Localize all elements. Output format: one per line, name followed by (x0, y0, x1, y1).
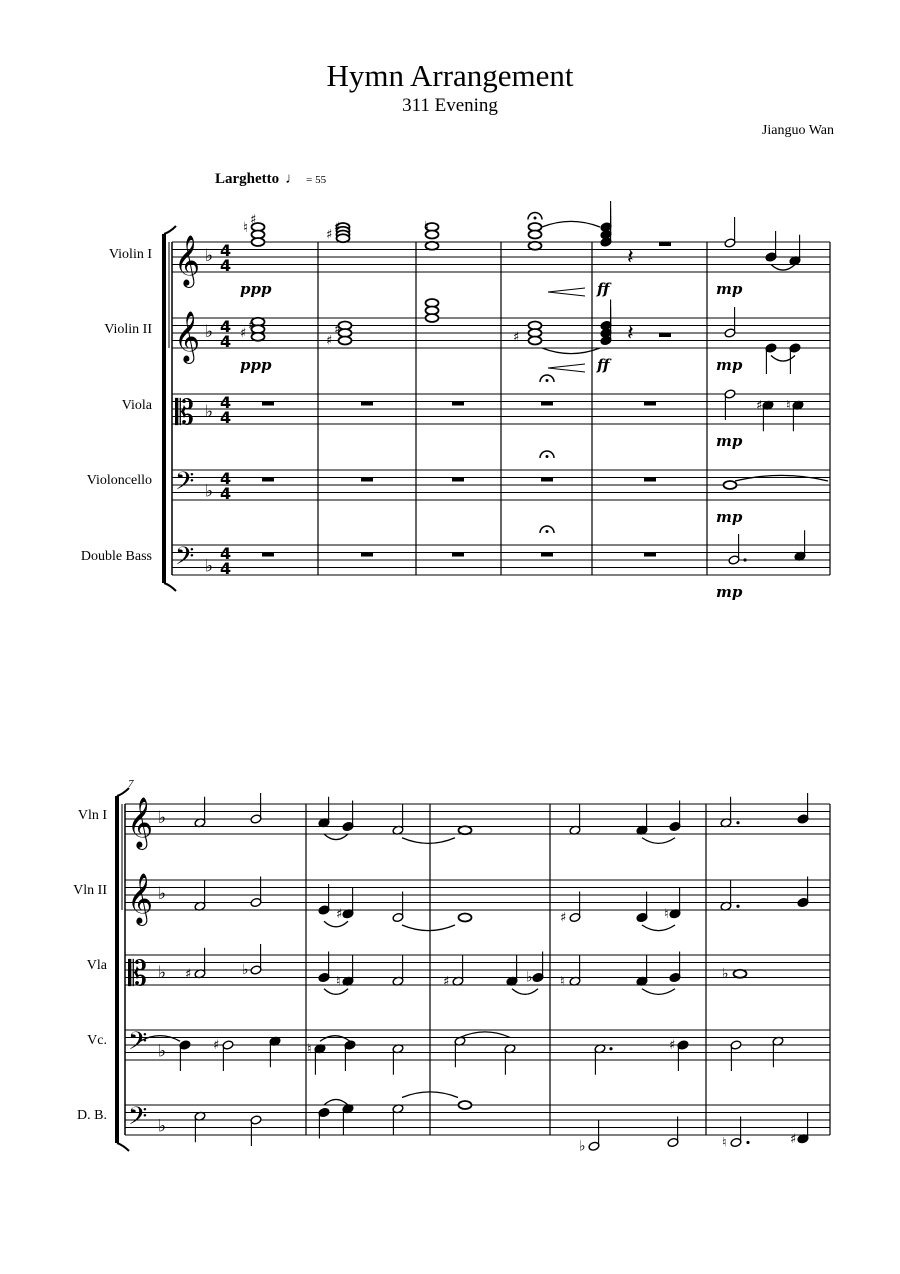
crescendo-hairpin (548, 288, 585, 296)
whole-note (426, 314, 439, 322)
instrument-name-bass: D. B. (77, 1108, 107, 1123)
whole-rest (452, 553, 464, 557)
dynamic-marking: mp (716, 280, 743, 298)
tie-slur (642, 989, 675, 995)
dynamic-marking: ppp (240, 280, 272, 298)
flat-icon: ♭ (158, 962, 167, 983)
tie-slur (460, 1032, 510, 1038)
dynamic-marking: ff (597, 280, 610, 298)
flat-icon: ♭ (205, 556, 214, 577)
system-bracket-hook (117, 1143, 129, 1151)
tie-slur (771, 356, 795, 362)
whole-rest (644, 553, 656, 557)
fermata-dot (546, 379, 549, 382)
augmentation-dot (736, 821, 739, 824)
dynamic-marking: mp (716, 508, 743, 526)
dynamic-marking: ppp (240, 356, 272, 374)
flat-icon: ♭ (158, 884, 167, 904)
measure-number: 7 (128, 778, 134, 790)
tie-slur (735, 475, 828, 481)
time-signature: 4 (220, 559, 232, 578)
whole-note (252, 333, 265, 341)
whole-rest (541, 553, 553, 557)
whole-note (529, 242, 542, 250)
natural-icon: ♮ (243, 220, 249, 236)
whole-note (337, 234, 350, 242)
time-signature: 4 (220, 408, 232, 427)
sharp-icon: ♯ (334, 220, 341, 235)
time-signature: 4 (220, 393, 232, 412)
whole-rest (452, 402, 464, 406)
time-signature: 4 (220, 256, 232, 275)
flat-icon: ♭ (579, 1138, 586, 1155)
whole-rest (262, 402, 274, 406)
quarter-rest: 𝄽 (627, 245, 634, 270)
time-signature: 4 (220, 317, 232, 336)
sharp-icon: ♯ (250, 212, 257, 228)
flat-icon: ♭ (205, 246, 214, 266)
instrument-name-violin2: Vln II (73, 883, 107, 898)
whole-rest (262, 553, 274, 557)
tie-slur (542, 221, 600, 227)
whole-rest (541, 402, 553, 406)
whole-note (459, 1101, 472, 1109)
score-title: Hymn Arrangement (326, 58, 574, 93)
tie-slur (320, 1036, 350, 1042)
whole-rest (361, 402, 373, 406)
fermata-dot (546, 455, 549, 458)
bass-clef-icon: 𝄢 (175, 542, 195, 577)
natural-icon: ♮ (722, 1135, 727, 1151)
sharp-icon: ♯ (334, 322, 341, 338)
time-signature: 4 (220, 241, 232, 260)
tie-slur (642, 925, 675, 931)
time-signature: 4 (220, 484, 232, 503)
bass-clef-icon: 𝄢 (128, 1027, 148, 1062)
natural-icon: ♮ (336, 974, 341, 990)
sharp-icon: ♯ (560, 910, 567, 926)
system-bracket-hook (164, 226, 176, 234)
whole-note (724, 481, 737, 489)
time-signature: 4 (220, 544, 232, 563)
sharp-icon: ♯ (326, 333, 333, 349)
instrument-name-violin1: Violin I (108, 247, 152, 262)
whole-note (734, 970, 747, 978)
dynamic-marking: ff (597, 356, 610, 374)
fermata-dot (534, 217, 537, 220)
flat-icon: ♭ (205, 481, 214, 502)
tie-slur (402, 925, 455, 931)
natural-icon: ♮ (424, 219, 430, 235)
alto-clef-icon: 𝄡 (128, 954, 147, 994)
instrument-name-viola: Vla (86, 958, 107, 973)
alto-clef-icon: 𝄡 (175, 393, 194, 433)
augmentation-dot (736, 905, 739, 908)
system-bracket-hook (117, 788, 129, 796)
sharp-icon: ♯ (443, 974, 450, 990)
whole-note (459, 914, 472, 922)
whole-rest (361, 478, 373, 482)
system-bracket-hook (164, 583, 176, 591)
tie-slur (324, 921, 348, 927)
flat-icon: ♭ (158, 808, 167, 828)
sharp-icon: ♯ (185, 966, 192, 982)
whole-rest (452, 478, 464, 482)
tie-slur (512, 989, 538, 995)
sharp-icon: ♯ (756, 398, 763, 414)
sharp-icon: ♯ (248, 318, 255, 334)
sharp-icon: ♯ (213, 1038, 220, 1053)
dynamic-marking: mp (716, 432, 743, 450)
fermata-dot (546, 530, 549, 533)
time-signature: 4 (220, 469, 232, 488)
composer-name: Jianguo Wan (761, 123, 834, 138)
crescendo-hairpin (548, 364, 585, 372)
tempo-text: Larghetto (215, 171, 280, 187)
whole-rest (361, 553, 373, 557)
whole-note (529, 231, 542, 239)
tie-slur (771, 265, 795, 271)
sharp-icon: ♯ (240, 326, 247, 341)
whole-note (339, 337, 352, 345)
whole-note (252, 238, 265, 246)
flat-icon: ♭ (205, 322, 214, 342)
natural-icon: ♮ (786, 398, 791, 414)
augmentation-dot (746, 1141, 749, 1144)
treble-clef-icon: 𝄞 (127, 873, 154, 924)
whole-rest (659, 242, 671, 246)
sharp-icon: ♯ (790, 1131, 797, 1147)
sharp-icon: ♯ (336, 906, 343, 922)
flat-icon: ♭ (242, 962, 249, 978)
treble-clef-icon: 𝄞 (174, 311, 201, 362)
instrument-name-viola: Viola (121, 398, 152, 413)
sharp-icon: ♯ (669, 1038, 676, 1053)
tie-slur (402, 838, 455, 844)
flat-icon: ♭ (526, 969, 533, 986)
tie-slur (542, 348, 600, 354)
whole-note (529, 337, 542, 345)
dynamic-marking: mp (716, 583, 743, 601)
flat-icon: ♭ (205, 401, 214, 422)
instrument-name-cello: Violoncello (86, 473, 152, 488)
natural-icon: ♮ (560, 974, 565, 990)
natural-icon: ♮ (664, 906, 669, 922)
tie-slur (324, 989, 348, 995)
whole-note (426, 242, 439, 250)
quarter-note-icon: ♩ (285, 171, 301, 187)
flat-icon: ♭ (722, 965, 729, 982)
sharp-icon: ♯ (513, 329, 520, 345)
augmentation-dot (609, 1047, 612, 1050)
whole-rest (262, 478, 274, 482)
instrument-name-violin1: Vln I (77, 808, 107, 823)
instrument-name-cello: Vc. (87, 1033, 107, 1048)
treble-clef-icon: 𝄞 (174, 235, 201, 286)
treble-clef-icon: 𝄞 (127, 797, 154, 848)
flat-icon: ♭ (158, 1116, 167, 1137)
whole-rest (659, 333, 671, 337)
whole-note (459, 826, 472, 834)
tie-slur (642, 838, 675, 844)
score-subtitle: 311 Evening (402, 95, 498, 116)
whole-rest (541, 478, 553, 482)
quarter-rest: 𝄽 (627, 321, 634, 346)
instrument-name-bass: Double Bass (80, 549, 152, 564)
dynamic-marking: mp (716, 356, 743, 374)
bass-clef-icon: 𝄢 (128, 1102, 148, 1137)
natural-icon: ♮ (307, 1041, 312, 1057)
augmentation-dot (743, 558, 746, 561)
metronome-value: = 55 (306, 174, 327, 186)
tie-slur (324, 1099, 348, 1105)
flat-icon: ♭ (158, 1041, 167, 1062)
whole-rest (644, 478, 656, 482)
sharp-icon: ♯ (326, 227, 333, 243)
bass-clef-icon: 𝄢 (175, 467, 195, 502)
whole-rest (644, 402, 656, 406)
time-signature: 4 (220, 332, 232, 351)
tie-slur (324, 834, 348, 840)
instrument-name-violin2: Violin II (104, 322, 152, 337)
